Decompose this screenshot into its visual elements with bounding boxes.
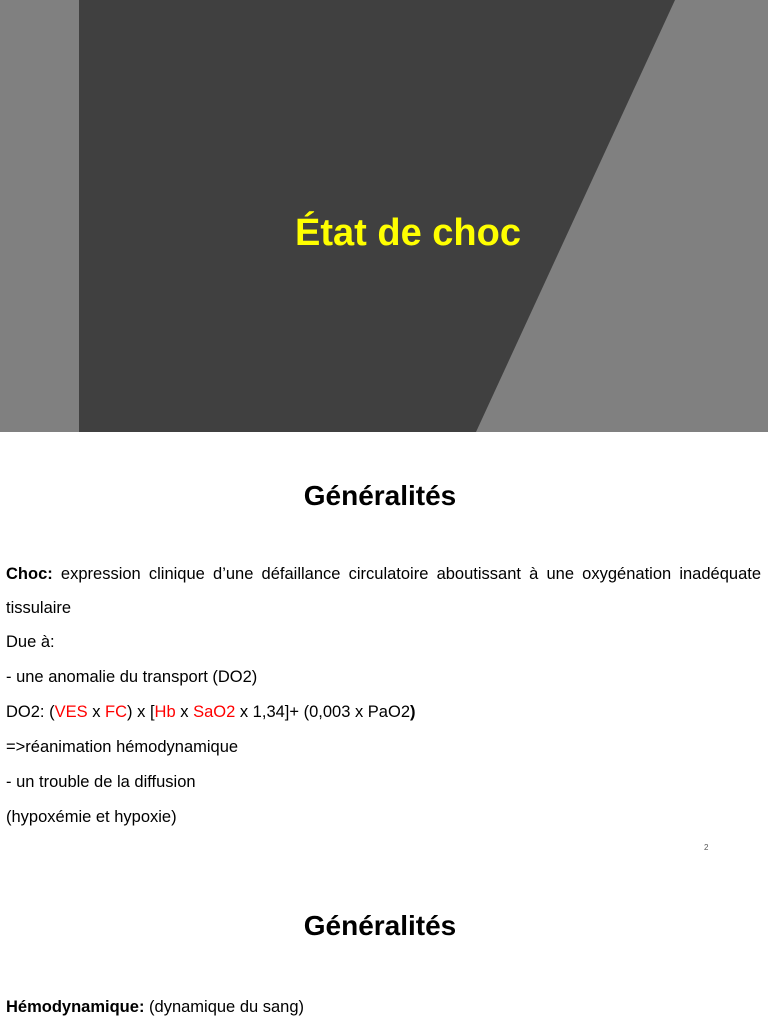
hemodynamique-text: (dynamique du sang) (144, 998, 305, 1016)
due-line: Due à: (6, 633, 55, 651)
page-number: 2 (704, 843, 709, 852)
slide-body (6, 557, 761, 835)
slide3-body (6, 990, 761, 1025)
hemodynamique-term: Hémodynamique: (6, 998, 145, 1016)
definition-text: expression clinique d’une défaillance circulatoire aboutissant à une oxygénation inadéquate tissulaire (6, 565, 761, 617)
title: État de choc (295, 212, 521, 254)
formula-close: ) (410, 703, 416, 721)
formula-ves: VES (54, 703, 88, 721)
list-item-diffusion: - un trouble de la diffusion (6, 773, 196, 791)
formula-x2: x (175, 703, 194, 721)
formula-prefix: DO2: ( (6, 703, 55, 721)
formula-sao2: SaO2 (193, 703, 236, 721)
title-slide (0, 0, 768, 432)
formula-x1: x (87, 703, 106, 721)
slide-generalites-1 (0, 432, 768, 864)
formula-mid: ) x [ (127, 703, 155, 721)
formula-suffix: x 1,34]+ (0,003 x PaO2 (235, 703, 410, 721)
formula-line (6, 695, 761, 730)
definition-term: Choc: (6, 565, 53, 583)
list-item-transport: - une anomalie du transport (DO2) (6, 668, 258, 686)
definition-paragraph (6, 557, 761, 625)
hemodynamique-line (6, 990, 761, 1025)
slide-heading: Généralités (303, 480, 457, 511)
formula-hb: Hb (154, 703, 176, 721)
slide3-heading: Généralités (303, 910, 457, 941)
reanimation-line: =>réanimation hémodynamique (6, 738, 239, 756)
formula-fc: FC (105, 703, 128, 721)
hypoxemie-line: (hypoxémie et hypoxie) (6, 808, 177, 826)
